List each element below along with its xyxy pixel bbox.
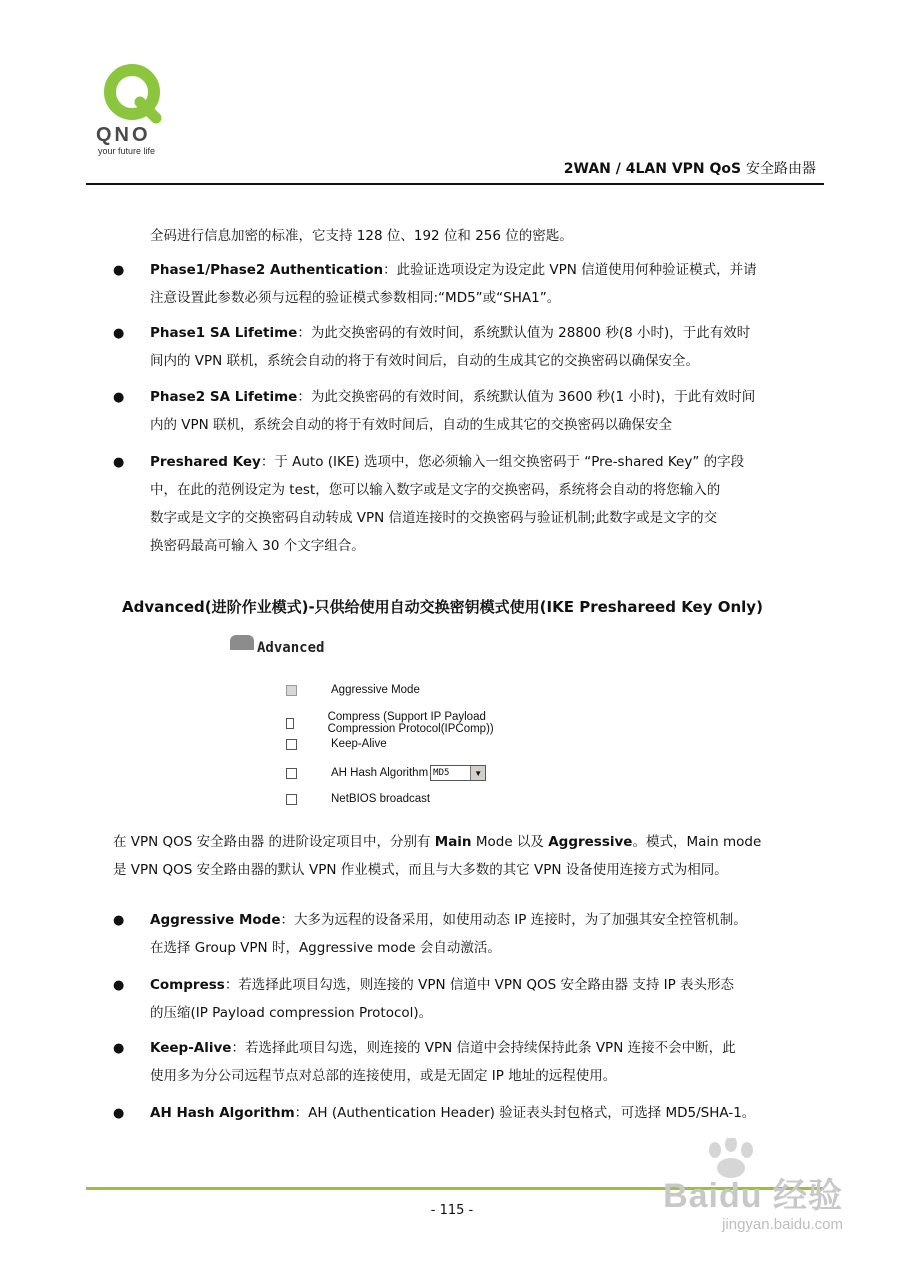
bullet-icon: ●	[113, 326, 125, 341]
bullet-term: Preshared Key	[150, 454, 261, 470]
page-number: - 115 -	[430, 1203, 474, 1218]
bullet-item-phase-authentication	[150, 256, 800, 312]
bullet-item-phase2-lifetime	[150, 383, 800, 439]
header-title-suffix: 安全路由器	[746, 161, 816, 177]
netbios-checkbox[interactable]	[286, 794, 297, 805]
intro-text: Mode 以及	[471, 834, 549, 850]
logo-text: QNO	[96, 124, 151, 146]
bullet-term: Aggressive Mode	[150, 912, 281, 928]
option-label: NetBIOS broadcast	[331, 793, 431, 805]
bullet-text-line: 的压缩(IP Payload compression Protocol)。	[150, 1005, 433, 1021]
bullet-term: Phase1/Phase2 Authentication	[150, 262, 384, 278]
bullet-text-line: 间内的 VPN 联机，系统会自动的将于有效时间后，自动的生成其它的交换密码以确保安全。	[150, 353, 700, 369]
bullet-term: Keep-Alive	[150, 1040, 232, 1056]
intro-text: 。模式，Main mode	[632, 834, 762, 850]
bullet-text-line: 使用多为分公司远程节点对总部的连接使用，或是无固定 IP 地址的远程使用。	[150, 1068, 617, 1084]
chevron-down-icon[interactable]: ▼	[470, 766, 485, 780]
keep-alive-checkbox[interactable]	[286, 739, 297, 750]
bullet-text-line: 换密码最高可输入 30 个文字组合。	[150, 538, 365, 554]
option-ah-hash	[286, 765, 486, 781]
bullet-item-ah-hash	[150, 1099, 800, 1127]
bullet-term: Phase1 SA Lifetime	[150, 325, 298, 341]
bullet-item-keep-alive	[150, 1034, 800, 1090]
paragraph-line: 全码进行信息加密的标准，它支持 128 位、192 位和 256 位的密匙。	[150, 228, 573, 244]
bullet-icon: ●	[113, 913, 125, 928]
bullet-icon: ●	[113, 455, 125, 470]
option-aggressive-mode	[286, 684, 420, 696]
option-label: Keep-Alive	[331, 738, 387, 750]
intro-paragraph	[113, 828, 813, 884]
aggressive-mode-checkbox[interactable]	[286, 685, 297, 696]
continuation-paragraph	[150, 222, 800, 250]
bullet-term: Phase2 SA Lifetime	[150, 389, 298, 405]
qno-logo-icon	[96, 60, 176, 130]
option-label: Aggressive Mode	[331, 684, 420, 696]
watermark-url: jingyan.baidu.com	[722, 1216, 843, 1233]
bullet-icon: ●	[113, 390, 125, 405]
intro-line: 是 VPN QOS 安全路由器的默认 VPN 作业模式，而且与大多数的其它 VPN 设备使用连接方式为相同。	[113, 862, 728, 878]
header-divider	[86, 183, 824, 185]
option-compress	[286, 711, 530, 735]
bullet-text-line: 内的 VPN 联机，系统会自动的将于有效时间后，自动的生成其它的交换密码以确保安全	[150, 417, 673, 433]
bullet-text: ：大多为远程的设备采用，如使用动态 IP 连接时，为了加强其安全控管机制。	[280, 912, 747, 928]
ah-hash-algorithm-select[interactable]	[430, 765, 486, 781]
intro-text: 在 VPN QOS 安全路由器 的进阶设定项目中，分别有	[113, 834, 435, 850]
option-label: AH Hash Algorithm	[331, 767, 429, 779]
bullet-term: AH Hash Algorithm	[150, 1105, 295, 1121]
bullet-term: Compress	[150, 977, 225, 993]
bullet-text-line: 数字或是文字的交换密码自动转成 VPN 信道连接时的交换密码与验证机制;此数字或是文字的交	[150, 510, 718, 526]
bullet-item-preshared-key	[150, 448, 800, 560]
ah-hash-checkbox[interactable]	[286, 768, 297, 779]
intro-main: Main	[434, 834, 472, 850]
bullet-text: ：于 Auto (IKE) 选项中，您必须输入一组交换密码于 “Pre-shared Key” 的字段	[260, 454, 745, 470]
bullet-text-line: 在选择 Group VPN 时，Aggressive mode 会自动激活。	[150, 940, 501, 956]
section-title: Advanced(进阶作业模式)-只供给使用自动交换密钥模式使用(IKE Preshareed Key Only)	[122, 598, 763, 616]
bullet-icon: ●	[113, 1106, 125, 1121]
watermark-brand: Baidu 经验	[663, 1177, 843, 1215]
intro-aggressive: Aggressive	[548, 834, 633, 850]
baidu-watermark	[629, 1138, 849, 1238]
bullet-text-line: 注意设置此参数必须与远程的验证模式参数相同:“MD5”或“SHA1”。	[150, 290, 561, 306]
option-netbios	[286, 793, 430, 805]
select-value: MD5	[433, 768, 450, 778]
panel-tab-icon	[230, 635, 254, 650]
bullet-item-compress	[150, 971, 800, 1027]
bullet-text: ：AH (Authentication Header) 验证表头封包格式，可选择 MD5/SHA-1。	[294, 1105, 756, 1121]
bullet-text-line: 中，在此的范例设定为 test，您可以输入数字或是文字的交换密码，系统将会自动的将您输入的	[150, 482, 721, 498]
advanced-panel-title: Advanced	[257, 640, 325, 656]
bullet-text: ：若选择此项目勾选，则连接的 VPN 信道中会持续保持此条 VPN 连接不会中断，此	[231, 1040, 736, 1056]
bullet-item-aggressive-mode	[150, 906, 800, 962]
bullet-text: ：为此交换密码的有效时间，系统默认值为 3600 秒(1 小时)，于此有效时间	[297, 389, 756, 405]
bullet-icon: ●	[113, 1041, 125, 1056]
header-title-prefix: 2WAN / 4LAN VPN QoS	[563, 161, 742, 177]
option-label: Compress (Support IP Payload Compression Protocol(IPComp))	[327, 711, 494, 735]
bullet-item-phase1-lifetime	[150, 319, 800, 375]
bullet-icon: ●	[113, 263, 125, 278]
bullet-text: ：为此交换密码的有效时间，系统默认值为 28800 秒(8 小时)，于此有效时	[297, 325, 751, 341]
document-header-title	[564, 158, 816, 178]
bullet-text: ：此验证选项设定为设定此 VPN 信道使用何种验证模式，并请	[383, 262, 757, 278]
advanced-panel	[230, 632, 530, 812]
logo-tagline: your future life	[98, 146, 156, 156]
compress-checkbox[interactable]	[286, 718, 294, 729]
option-keep-alive	[286, 738, 387, 750]
bullet-icon: ●	[113, 978, 125, 993]
bullet-text: ：若选择此项目勾选，则连接的 VPN 信道中 VPN QOS 安全路由器 支持 IP 表头形态	[224, 977, 735, 993]
